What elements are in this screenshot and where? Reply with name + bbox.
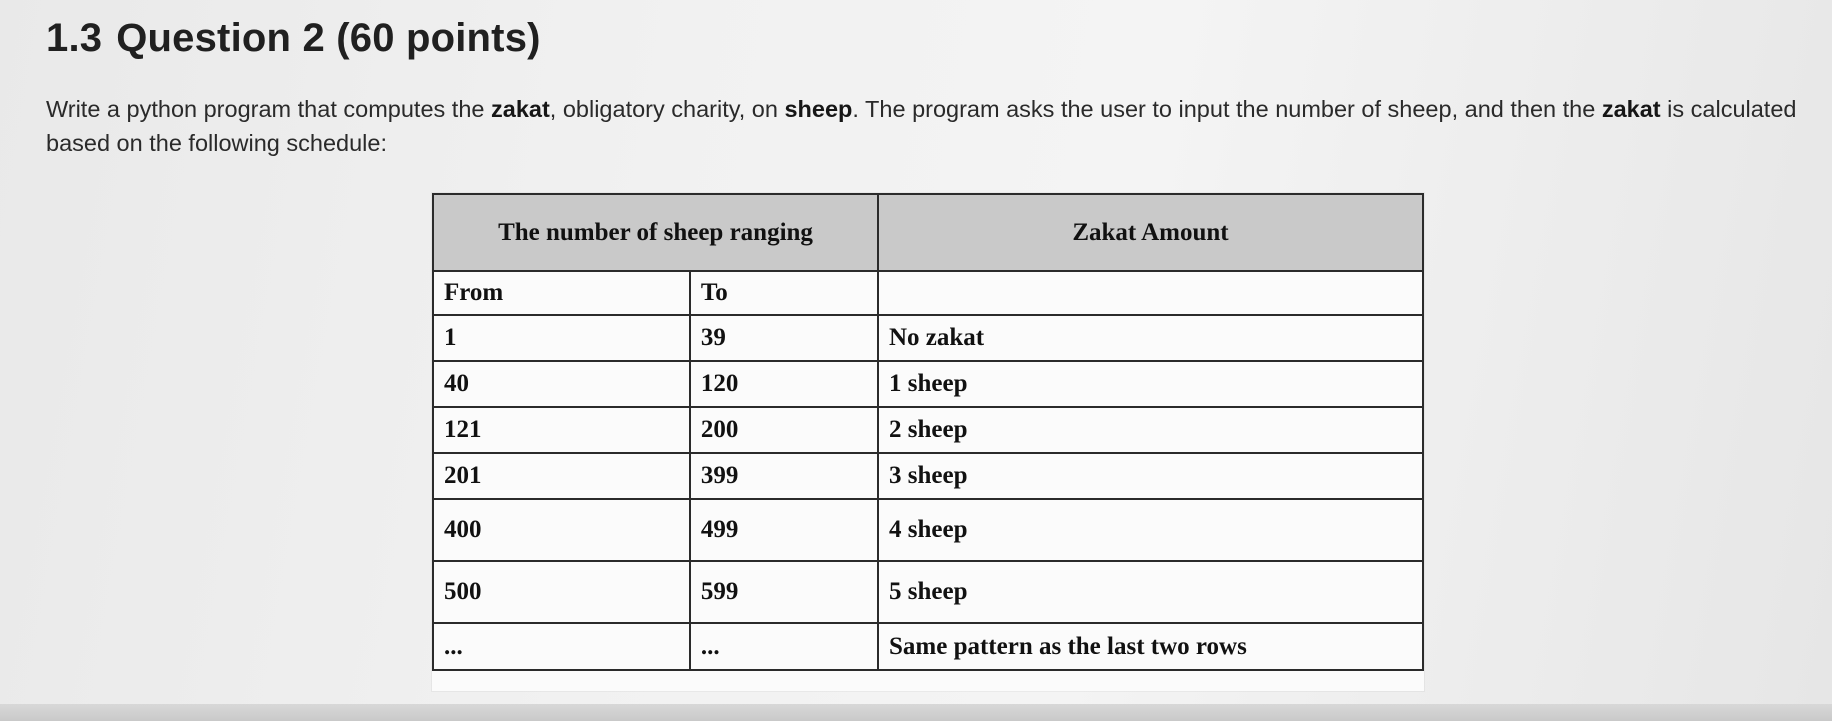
- cell-from: 121: [433, 407, 690, 453]
- cell-zakat: 3 sheep: [878, 453, 1423, 499]
- question-description: [46, 92, 1816, 160]
- cell-from: 40: [433, 361, 690, 407]
- subheader-from: From: [433, 271, 690, 315]
- header-sheep-range: The number of sheep ranging: [433, 194, 878, 271]
- cell-to: 39: [690, 315, 878, 361]
- cell-to: ...: [690, 623, 878, 670]
- cell-to: 200: [690, 407, 878, 453]
- table-row: [433, 407, 1423, 453]
- cell-zakat: No zakat: [878, 315, 1423, 361]
- question-heading: [46, 16, 541, 61]
- table-row: [433, 499, 1423, 561]
- subheader-to: To: [690, 271, 878, 315]
- table-row: [433, 623, 1423, 670]
- cell-zakat: 1 sheep: [878, 361, 1423, 407]
- table-header-row: [433, 194, 1423, 271]
- table-row: [433, 561, 1423, 623]
- question-number: 1.3: [46, 16, 103, 60]
- intro-text-1: Write a python program that computes the: [46, 96, 491, 122]
- cell-to: 399: [690, 453, 878, 499]
- subheader-empty: [878, 271, 1423, 315]
- cell-from: 500: [433, 561, 690, 623]
- intro-bold-zakat: zakat: [491, 96, 550, 122]
- intro-bold-zakat-2: zakat: [1601, 96, 1661, 122]
- table-row: [433, 361, 1423, 407]
- cell-from: 201: [433, 453, 690, 499]
- intro-text-4: is calculated based on the following schedule:: [46, 96, 1797, 156]
- cell-zakat: Same pattern as the last two rows: [878, 623, 1423, 670]
- cell-zakat: 4 sheep: [878, 499, 1423, 561]
- screen-bottom-edge: [0, 704, 1832, 721]
- cell-to: 499: [690, 499, 878, 561]
- header-zakat-amount: Zakat Amount: [878, 194, 1423, 271]
- cell-to: 120: [690, 361, 878, 407]
- cell-to: 599: [690, 561, 878, 623]
- intro-bold-sheep: sheep: [784, 96, 853, 122]
- table-row: [433, 315, 1423, 361]
- schedule-sheet: [432, 193, 1424, 691]
- cell-from: 1: [433, 315, 690, 361]
- cell-from: 400: [433, 499, 690, 561]
- question-title: Question 2 (60 points): [116, 16, 541, 60]
- cell-from: ...: [433, 623, 690, 670]
- table-row: [433, 453, 1423, 499]
- intro-text-3: . The program asks the user to input the number of sheep, and then the: [852, 96, 1602, 122]
- cell-zakat: 5 sheep: [878, 561, 1423, 623]
- zakat-schedule-table: [432, 193, 1424, 671]
- intro-text-2: , obligatory charity, on: [549, 96, 785, 122]
- table-subheader-row: [433, 271, 1423, 315]
- cell-zakat: 2 sheep: [878, 407, 1423, 453]
